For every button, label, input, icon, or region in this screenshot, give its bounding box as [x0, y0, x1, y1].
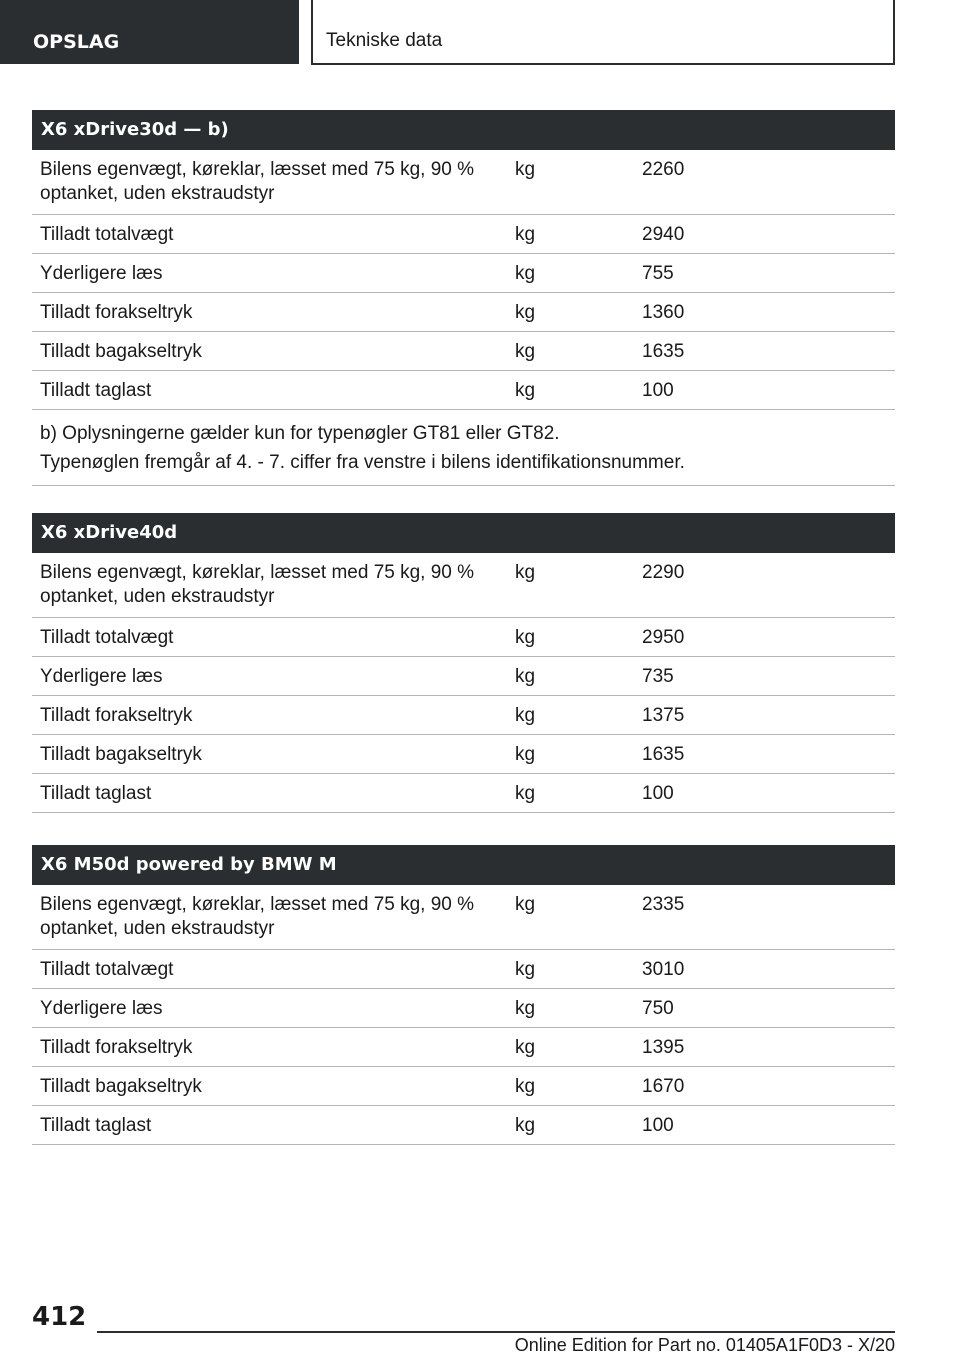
table-row — [32, 988, 895, 1027]
table-row — [32, 1066, 895, 1105]
row-label: Bilens egenvægt, køreklar, læsset med 75 kg, 90 % optanket, uden ekstraudstyr — [32, 885, 507, 949]
row-value: 2940 — [634, 214, 895, 253]
row-label: Bilens egenvægt, køreklar, læsset med 75 kg, 90 % optanket, uden ekstraudstyr — [32, 553, 507, 617]
row-unit: kg — [507, 656, 634, 695]
row-value: 100 — [634, 1105, 895, 1144]
row-unit: kg — [507, 331, 634, 370]
table-title: X6 M50d powered by BMW M — [32, 845, 895, 885]
row-value: 1395 — [634, 1027, 895, 1066]
table-row — [32, 370, 895, 409]
row-label: Yderligere læs — [32, 988, 507, 1027]
row-value: 750 — [634, 988, 895, 1027]
row-unit: kg — [507, 370, 634, 409]
table-row — [32, 695, 895, 734]
footer-divider — [97, 1331, 895, 1333]
row-label: Tilladt totalvægt — [32, 949, 507, 988]
table-row — [32, 656, 895, 695]
table-row — [32, 150, 895, 214]
row-label: Tilladt forakseltryk — [32, 695, 507, 734]
row-label: Tilladt taglast — [32, 773, 507, 812]
row-value: 2290 — [634, 553, 895, 617]
spec-table-xdrive30d — [32, 110, 895, 486]
row-value: 2950 — [634, 617, 895, 656]
row-value: 1670 — [634, 1066, 895, 1105]
table-title: X6 xDrive30d — b) — [32, 110, 895, 150]
table-row — [32, 331, 895, 370]
row-value: 755 — [634, 253, 895, 292]
row-unit: kg — [507, 1105, 634, 1144]
row-label: Tilladt taglast — [32, 370, 507, 409]
edition-note: Online Edition for Part no. 01405A1F0D3 - X/20 — [514, 1335, 895, 1355]
row-label: Tilladt bagakseltryk — [32, 734, 507, 773]
table-row — [32, 253, 895, 292]
row-label: Tilladt bagakseltryk — [32, 1066, 507, 1105]
row-label: Yderligere læs — [32, 253, 507, 292]
row-value: 100 — [634, 773, 895, 812]
table-row — [32, 292, 895, 331]
row-unit: kg — [507, 292, 634, 331]
row-value: 100 — [634, 370, 895, 409]
row-value: 1375 — [634, 695, 895, 734]
table-note — [32, 409, 895, 485]
spec-table-xdrive40d — [32, 513, 895, 813]
row-unit: kg — [507, 949, 634, 988]
row-value: 1635 — [634, 734, 895, 773]
section-tab: OPSLAG — [0, 0, 299, 64]
row-unit: kg — [507, 553, 634, 617]
chapter-title: Tekniske data — [311, 0, 895, 65]
row-value: 3010 — [634, 949, 895, 988]
row-unit: kg — [507, 617, 634, 656]
row-unit: kg — [507, 695, 634, 734]
row-unit: kg — [507, 150, 634, 214]
table-note-row — [32, 409, 895, 485]
row-value: 1635 — [634, 331, 895, 370]
row-value: 2260 — [634, 150, 895, 214]
row-unit: kg — [507, 773, 634, 812]
table-row — [32, 553, 895, 617]
page-header — [0, 0, 960, 66]
row-label: Tilladt totalvægt — [32, 617, 507, 656]
row-label: Tilladt totalvægt — [32, 214, 507, 253]
row-value: 2335 — [634, 885, 895, 949]
row-label: Bilens egenvægt, køreklar, læsset med 75 kg, 90 % optanket, uden ekstraudstyr — [32, 150, 507, 214]
table-row — [32, 617, 895, 656]
row-unit: kg — [507, 214, 634, 253]
row-unit: kg — [507, 253, 634, 292]
row-label: Tilladt taglast — [32, 1105, 507, 1144]
table-row — [32, 949, 895, 988]
row-label: Yderligere læs — [32, 656, 507, 695]
row-label: Tilladt forakseltryk — [32, 1027, 507, 1066]
table-row — [32, 734, 895, 773]
row-label: Tilladt forakseltryk — [32, 292, 507, 331]
row-unit: kg — [507, 1066, 634, 1105]
table-row — [32, 885, 895, 949]
row-unit: kg — [507, 1027, 634, 1066]
page-number: 412 — [32, 1302, 87, 1332]
row-unit: kg — [507, 988, 634, 1027]
spec-table-m50d — [32, 845, 895, 1145]
row-value: 735 — [634, 656, 895, 695]
table-title: X6 xDrive40d — [32, 513, 895, 553]
row-label: Tilladt bagakseltryk — [32, 331, 507, 370]
table-row — [32, 773, 895, 812]
table-row — [32, 1027, 895, 1066]
row-unit: kg — [507, 734, 634, 773]
row-value: 1360 — [634, 292, 895, 331]
table-row — [32, 214, 895, 253]
footnote-line: b) Oplysningerne gælder kun for typenøgler GT81 eller GT82. — [40, 422, 560, 444]
row-unit: kg — [507, 885, 634, 949]
table-row — [32, 1105, 895, 1144]
footnote-line: Typenøglen fremgår af 4. - 7. ciffer fra venstre i bilens identifikationsnummer. — [40, 451, 685, 473]
